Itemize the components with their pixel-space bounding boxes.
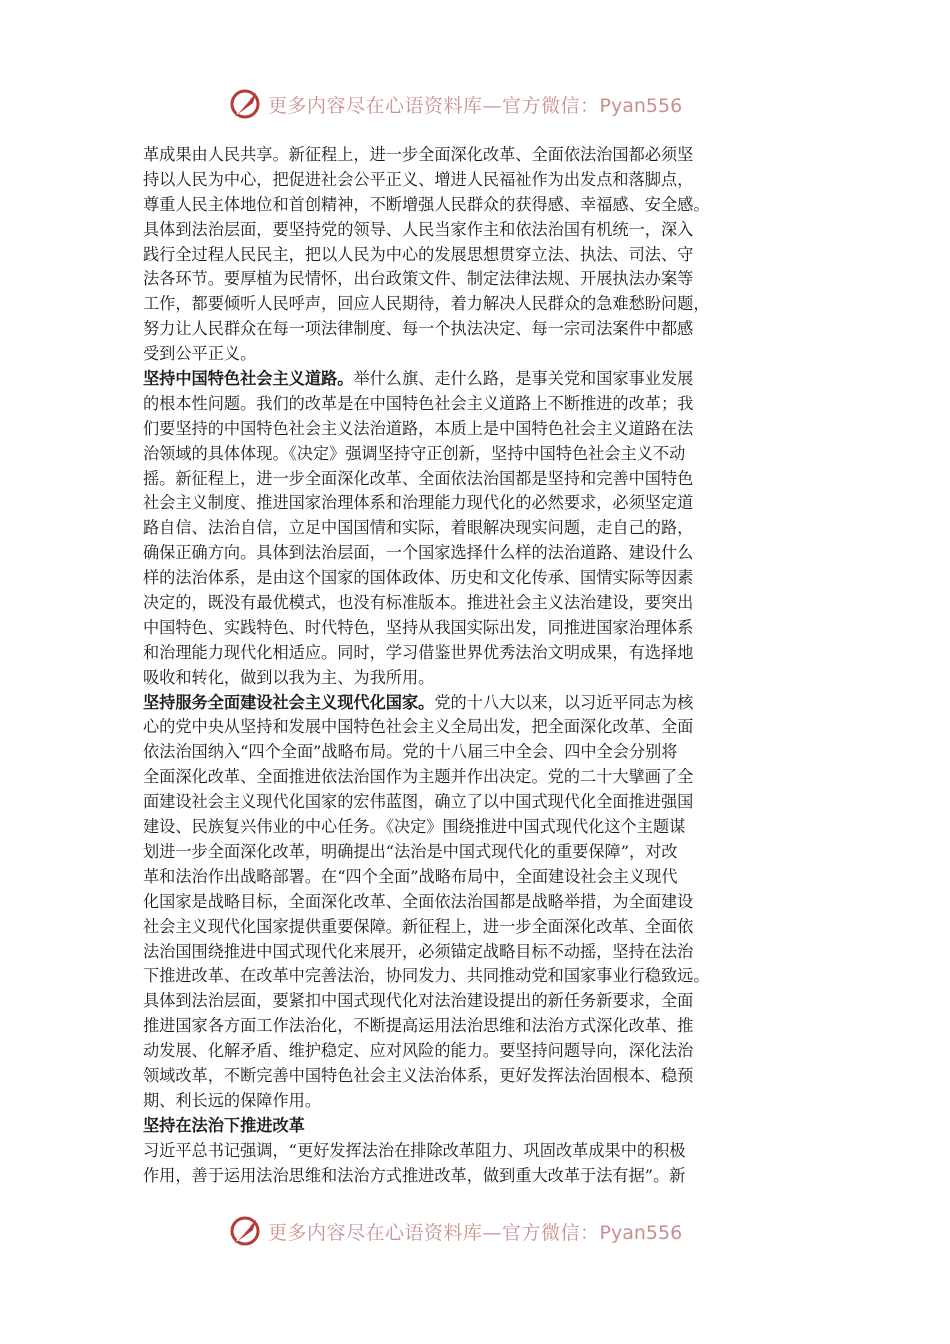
quill-logo-icon	[228, 87, 262, 121]
text-line	[143, 417, 811, 442]
line-text: 革和法治作出战略部署。在“四个全面”战略布局中，全面建设社会主义现代	[143, 866, 678, 886]
text-line	[143, 616, 811, 641]
line-text: 们要坚持的中国特色社会主义法治道路，本质上是中国特色社会主义道路在法	[143, 418, 694, 438]
text-line	[143, 740, 811, 765]
line-text: 持以人民为中心，把促进社会公平正义、增进人民福祉作为出发点和落脚点，	[143, 169, 694, 189]
text-line	[143, 267, 811, 292]
footer-watermark	[228, 1211, 728, 1251]
text-line	[143, 342, 811, 367]
text-line	[143, 840, 811, 865]
line-text: 法治国围绕推进中国式现代化来展开，必须锚定战略目标不动摇，坚持在法治	[143, 941, 694, 961]
line-text: 工作，都要倾听人民呼声，回应人民期待，着力解决人民群众的急难愁盼问题，	[143, 294, 710, 314]
watermark-text: 更多内容尽在心语资料库—官方微信：Pyan556	[268, 1221, 683, 1244]
paragraph-heading: 坚持在法治下推进改革	[143, 1115, 305, 1135]
text-line	[143, 541, 811, 566]
line-text: 尊重人民主体地位和首创精神，不断增强人民群众的获得感、幸福感、安全感。	[143, 194, 710, 214]
line-text: 路自信、法治自信，立足中国国情和实际，着眼解决现实问题，走自己的路，	[143, 518, 694, 538]
watermark-text: 更多内容尽在心语资料库—官方微信：Pyan556	[268, 94, 683, 117]
line-text: 践行全过程人民民主，把以人民为中心的发展思想贯穿立法、执法、司法、守	[143, 244, 694, 264]
text-line	[143, 940, 811, 965]
line-text: 确保正确方向。具体到法治层面，一个国家选择什么样的法治道路、建设什么	[143, 543, 694, 563]
text-line	[143, 1164, 811, 1189]
line-text: 决定的，既没有最优模式，也没有标准版本。推进社会主义法治建设，要突出	[143, 593, 694, 613]
text-line	[143, 1039, 811, 1064]
text-line	[143, 317, 811, 342]
text-line	[143, 292, 811, 317]
quill-logo-icon	[228, 1214, 262, 1248]
line-text: 具体到法治层面，要紧扣中国式现代化对法治建设提出的新任务新要求，全面	[143, 991, 694, 1011]
text-line	[143, 243, 811, 268]
line-text: 中国特色、实践特色、时代特色，坚持从我国实际出发，同推进国家治理体系	[143, 617, 694, 637]
line-text: 举什么旗、走什么路，是事关党和国家事业发展	[353, 369, 694, 389]
line-text: 心的党中央从坚持和发展中国特色社会主义全局出发，把全面深化改革、全面	[143, 717, 694, 737]
line-text: 治领域的具体体现。《决定》强调坚持守正创新，坚持中国特色社会主义不动	[143, 443, 686, 463]
text-line	[143, 989, 811, 1014]
text-line	[143, 865, 811, 890]
line-text: 样的法治体系，是由这个国家的国体政体、历史和文化传承、国情实际等因素	[143, 568, 694, 588]
line-text: 化国家是战略目标，全面深化改革、全面依法治国都是战略举措，为全面建设	[143, 891, 694, 911]
line-text: 面建设社会主义现代化国家的宏伟蓝图，确立了以中国式现代化全面推进强国	[143, 792, 694, 812]
text-line	[143, 815, 811, 840]
line-text: 习近平总书记强调，“更好发挥法治在排除改革阻力、巩固改革成果中的积极	[143, 1140, 686, 1160]
line-text: 全面深化改革、全面推进依法治国作为主题并作出决定。党的二十大擘画了全	[143, 767, 694, 787]
document-body	[143, 143, 811, 1188]
text-line	[143, 765, 811, 790]
text-line	[143, 367, 811, 392]
text-line	[143, 442, 811, 467]
text-line	[143, 790, 811, 815]
line-text: 社会主义制度、推进国家治理体系和治理能力现代化的必然要求，必须坚定道	[143, 493, 694, 513]
text-line	[143, 193, 811, 218]
line-text: 和治理能力现代化相适应。同时，学习借鉴世界优秀法治文明成果，有选择地	[143, 642, 694, 662]
line-text: 革成果由人民共享。新征程上，进一步全面深化改革、全面依法治国都必须坚	[143, 145, 694, 164]
text-line	[143, 666, 811, 691]
line-text: 吸收和转化，做到以我为主、为我所用。	[143, 667, 435, 687]
text-line	[143, 915, 811, 940]
text-line	[143, 1139, 811, 1164]
line-text: 推进国家各方面工作法治化，不断提高运用法治思维和法治方式深化改革、推	[143, 1016, 694, 1036]
line-text: 具体到法治层面，要坚持党的领导、人民当家作主和依法治国有机统一，深入	[143, 219, 694, 239]
line-text: 受到公平正义。	[143, 344, 257, 364]
line-text: 的根本性问题。我们的改革是在中国特色社会主义道路上不断推进的改革；我	[143, 393, 694, 413]
line-text: 摇。新征程上，进一步全面深化改革、全面依法治国都是坚持和完善中国特色	[143, 468, 694, 488]
text-line	[143, 566, 811, 591]
line-text: 划进一步全面深化改革，明确提出“法治是中国式现代化的重要保障”，对改	[143, 841, 678, 861]
text-line	[143, 218, 811, 243]
paragraph-heading: 坚持中国特色社会主义道路。	[143, 369, 354, 389]
text-line	[143, 715, 811, 740]
line-text: 社会主义现代化国家提供重要保障。新征程上，进一步全面深化改革、全面依	[143, 916, 694, 936]
text-line	[143, 392, 811, 417]
text-line	[143, 491, 811, 516]
line-text: 动发展、化解矛盾、维护稳定、应对风险的能力。要坚持问题导向，深化法治	[143, 1041, 694, 1061]
line-text: 下推进改革、在改革中完善法治，协同发力、共同推动党和国家事业行稳致远。	[143, 966, 710, 986]
line-text: 法各环节。要厚植为民情怀，出台政策文件、制定法律法规、开展执法办案等	[143, 269, 694, 289]
line-text: 领域改革，不断完善中国特色社会主义法治体系，更好发挥法治固根本、稳预	[143, 1065, 694, 1085]
text-line	[143, 168, 811, 193]
text-line	[143, 890, 811, 915]
text-line	[143, 964, 811, 989]
paragraph-heading: 坚持服务全面建设社会主义现代化国家。	[143, 692, 435, 712]
line-text: 党的十八大以来，以习近平同志为核	[434, 692, 694, 712]
line-text: 期、利长远的保障作用。	[143, 1090, 322, 1110]
text-line	[143, 1114, 811, 1139]
line-text: 建设、民族复兴伟业的中心任务。《决定》围绕推进中国式现代化这个主题谋	[143, 817, 686, 837]
text-line	[143, 1089, 811, 1114]
text-line	[143, 143, 811, 168]
text-line	[143, 591, 811, 616]
text-line	[143, 516, 811, 541]
line-text: 依法治国纳入“四个全面”战略布局。党的十八届三中全会、四中全会分别将	[143, 742, 678, 762]
text-line	[143, 641, 811, 666]
text-line	[143, 1064, 811, 1089]
line-text: 努力让人民群众在每一项法律制度、每一个执法决定、每一宗司法案件中都感	[143, 319, 694, 339]
text-line	[143, 467, 811, 492]
header-watermark	[228, 84, 728, 124]
text-line	[143, 691, 811, 716]
line-text: 作用，善于运用法治思维和法治方式推进改革，做到重大改革于法有据”。新	[143, 1165, 686, 1185]
text-line	[143, 1014, 811, 1039]
